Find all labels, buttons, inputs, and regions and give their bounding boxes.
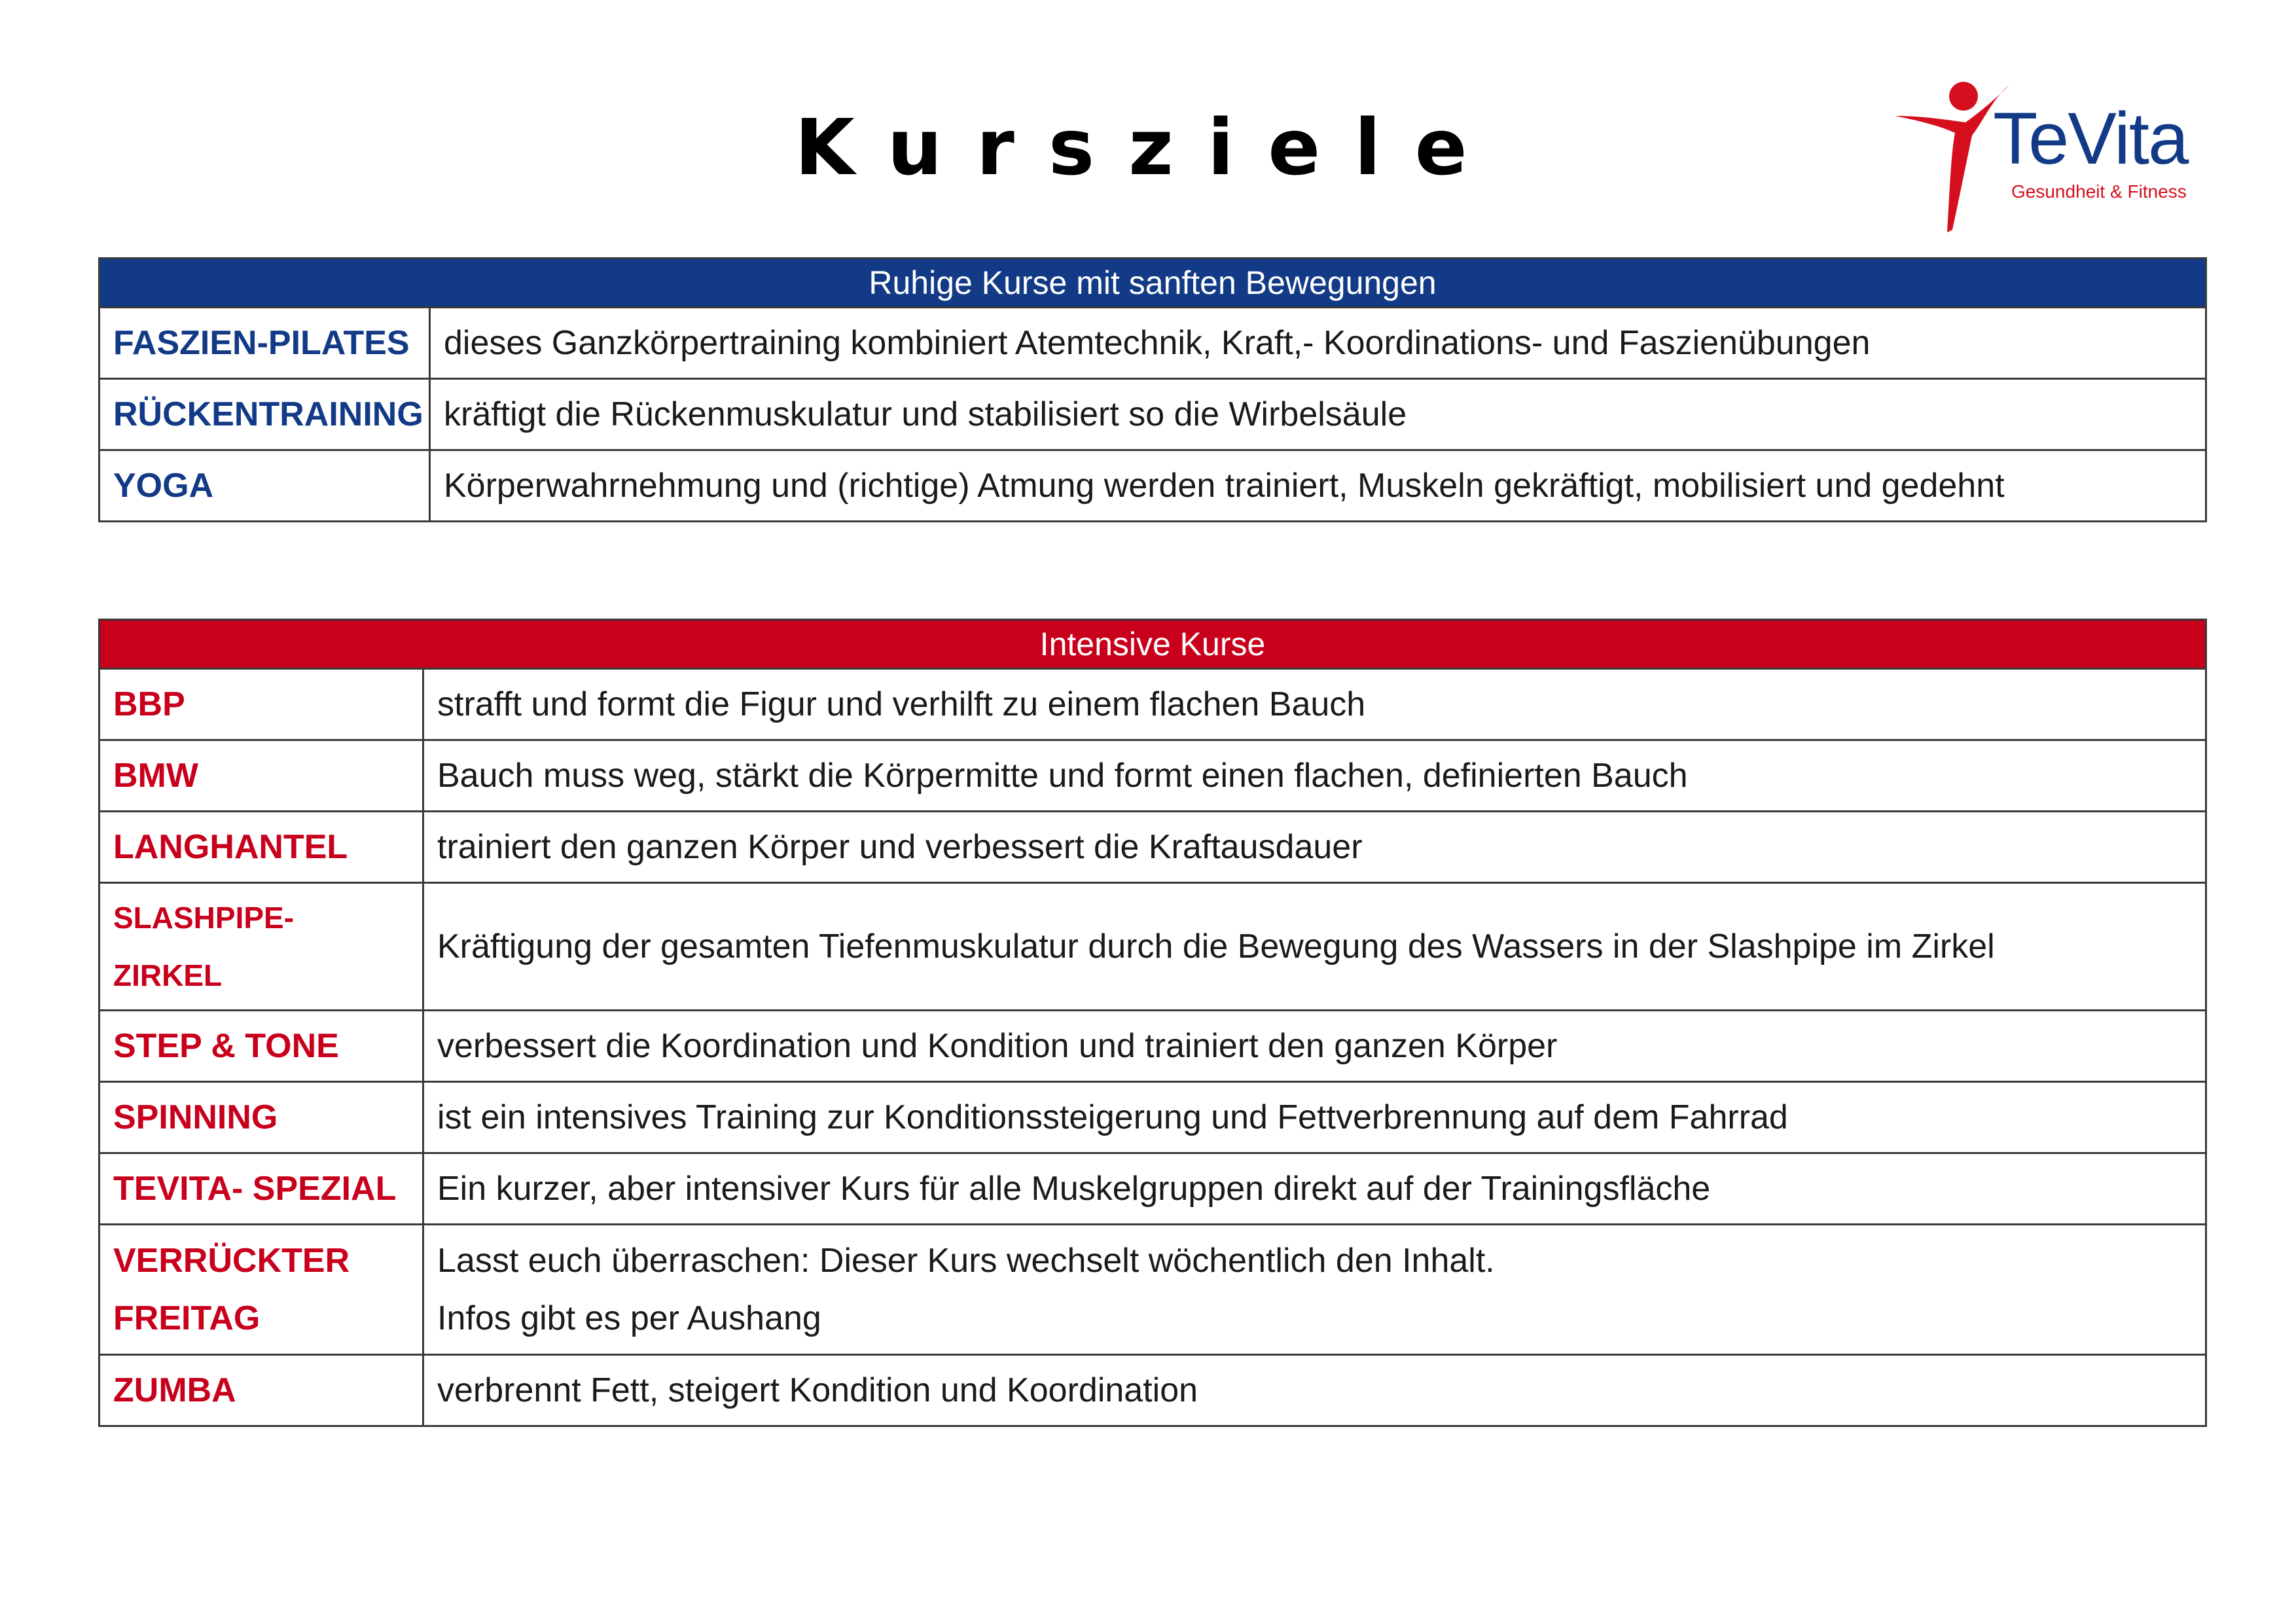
course-name: STEP & TONE bbox=[99, 1011, 423, 1082]
intense-courses-table bbox=[98, 619, 2207, 1427]
table-row bbox=[99, 1225, 2206, 1355]
course-name: LANGHANTEL bbox=[99, 812, 423, 883]
course-description: ist ein intensives Training zur Konditionssteigerung und Fettverbrennung auf dem Fahrrad bbox=[423, 1082, 2206, 1153]
table-row bbox=[99, 1082, 2206, 1153]
course-description bbox=[423, 1225, 2206, 1355]
course-description: Körperwahrnehmung und (richtige) Atmung werden trainiert, Muskeln gekräftigt, mobilisiert und gedehnt bbox=[430, 450, 2206, 522]
table-row bbox=[99, 1153, 2206, 1225]
course-description: verbrennt Fett, steigert Kondition und Koordination bbox=[423, 1355, 2206, 1426]
course-description: Kräftigung der gesamten Tiefenmuskulatur durch die Bewegung des Wassers in der Slashpipe im Zirkel bbox=[423, 883, 2206, 1011]
logo-brand-text: TeVita bbox=[1993, 98, 2188, 179]
table-row bbox=[99, 379, 2206, 450]
table-row bbox=[99, 740, 2206, 812]
course-description: Ein kurzer, aber intensiver Kurs für alle Muskelgruppen direkt auf der Trainingsfläche bbox=[423, 1153, 2206, 1225]
course-description: trainiert den ganzen Körper und verbessert die Kraftausdauer bbox=[423, 812, 2206, 883]
course-description: kräftigt die Rückenmuskulatur und stabilisiert so die Wirbelsäule bbox=[430, 379, 2206, 450]
course-name: ZUMBA bbox=[99, 1355, 423, 1426]
calm-courses-heading: Ruhige Kurse mit sanften Bewegungen bbox=[99, 259, 2206, 308]
logo-tagline-text: Gesundheit & Fitness bbox=[2011, 181, 2187, 202]
intense-courses-heading: Intensive Kurse bbox=[99, 620, 2206, 669]
logo-figure-body bbox=[1895, 85, 2009, 232]
logo-figure-head bbox=[1949, 82, 1978, 111]
course-name: BBP bbox=[99, 669, 423, 740]
course-name: BMW bbox=[99, 740, 423, 812]
course-name: SPINNING bbox=[99, 1082, 423, 1153]
page-title: Kursziele bbox=[795, 102, 1501, 192]
table-row bbox=[99, 450, 2206, 522]
table-row bbox=[99, 308, 2206, 379]
course-description: verbessert die Koordination und Kondition und trainiert den ganzen Körper bbox=[423, 1011, 2206, 1082]
table-row bbox=[99, 1355, 2206, 1426]
course-name: TEVITA- SPEZIAL bbox=[99, 1153, 423, 1225]
course-name: FASZIEN-PILATES bbox=[99, 308, 430, 379]
table-row bbox=[99, 883, 2206, 1011]
course-description-line: Lasst euch überraschen: Dieser Kurs wechselt wöchentlich den Inhalt. bbox=[437, 1242, 1495, 1280]
course-name-line: FREITAG bbox=[113, 1299, 260, 1337]
course-name: YOGA bbox=[99, 450, 430, 522]
course-name: RÜCKENTRAINING bbox=[99, 379, 430, 450]
course-description: dieses Ganzkörpertraining kombiniert Atemtechnik, Kraft,- Koordinations- und Faszienübungen bbox=[430, 308, 2206, 379]
table-row bbox=[99, 669, 2206, 740]
course-name-line: VERRÜCKTER bbox=[113, 1242, 350, 1280]
calm-courses-table bbox=[98, 257, 2207, 522]
course-description: Bauch muss weg, stärkt die Körpermitte und formt einen flachen, definierten Bauch bbox=[423, 740, 2206, 812]
course-name: SLASHPIPE- ZIRKEL bbox=[99, 883, 423, 1011]
table-row bbox=[99, 1011, 2206, 1082]
course-name bbox=[99, 1225, 423, 1355]
table-row bbox=[99, 812, 2206, 883]
tevita-logo bbox=[1895, 75, 2209, 239]
course-description: strafft und formt die Figur und verhilft zu einem flachen Bauch bbox=[423, 669, 2206, 740]
course-description-line: Infos gibt es per Aushang bbox=[437, 1299, 821, 1337]
